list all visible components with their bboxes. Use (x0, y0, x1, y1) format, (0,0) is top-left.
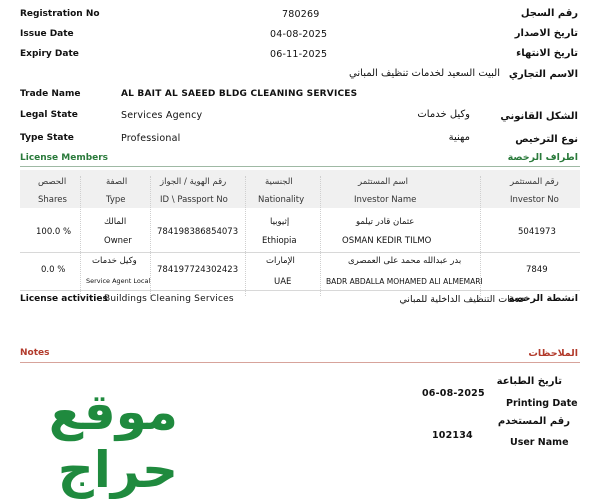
col-shares-en: Shares (38, 195, 67, 205)
col-investor-no-ar: رقم المستثمر (510, 177, 559, 187)
trade-name-label-ar: الاسم التجاري (508, 69, 578, 80)
registration-no-label-ar: رقم السجل (520, 8, 578, 19)
row2-nationality-en: UAE (274, 277, 292, 287)
col-investor-name-en: Investor Name (354, 195, 417, 205)
col-nationality-ar: الجنسية (265, 177, 293, 187)
license-activities-label-ar: انشطة الرخصة (508, 293, 578, 304)
row2-shares: 0.0 % (41, 265, 66, 275)
type-state-label: Type State (20, 133, 74, 143)
registration-no-value: 780269 (282, 9, 320, 20)
haraj-watermark-text: موقع حراج (48, 383, 178, 499)
col-investor-no-en: Investor No (510, 195, 559, 205)
row1-type-ar: المالك (104, 217, 127, 227)
license-activities-value: Buildings Cleaning Services (104, 294, 234, 304)
issue-date-label-ar: تاريخ الاصدار (514, 28, 578, 39)
trade-name-label: Trade Name (20, 89, 81, 99)
expiry-date-label-ar: تاريخ الانتهاء (516, 48, 578, 59)
table-bottom-divider (20, 290, 580, 291)
notes-label-ar: الملاحظات (528, 348, 578, 359)
notes-label: Notes (20, 348, 50, 358)
row2-investor-no: 7849 (526, 265, 548, 275)
license-members-title: License Members (20, 153, 109, 163)
col-shares-ar: الحصص (38, 177, 67, 187)
col-type-en: Type (106, 195, 126, 205)
row1-id-no: 784198386854073 (157, 227, 239, 237)
user-number-value: 102134 (432, 430, 473, 441)
registration-no-label: Registration No (20, 9, 100, 19)
row2-investor-name-en: BADR ABDALLA MOHAMED ALI ALMEMARI (326, 277, 483, 286)
row1-nationality-en: Ethiopia (262, 236, 297, 246)
printing-date-value: 06-08-2025 (422, 388, 485, 399)
col-nationality-en: Nationality (258, 195, 305, 205)
user-number-label-ar: رقم المستخدم (497, 416, 570, 427)
legal-state-value: Services Agency (121, 110, 203, 121)
trade-name-ar-value: البيت السعيد لخدمات تنظيف المباني (349, 68, 500, 79)
expiry-date-label: Expiry Date (20, 49, 79, 59)
row2-investor-name-ar: بدر عبدالله محمد على العمصرى (348, 256, 462, 266)
issue-date-value: 04-08-2025 (270, 29, 328, 40)
col-investor-name-ar: اسم المستثمر (358, 177, 409, 187)
notes-divider (20, 362, 580, 363)
printing-date-label-ar: تاريخ الطباعة (496, 376, 562, 387)
trade-name-value: AL BAIT AL SAEED BLDG CLEANING SERVICES (121, 89, 358, 99)
type-state-label-ar: نوع الترخيص (515, 134, 578, 145)
col-id-en: ID \ Passport No (160, 195, 228, 205)
members-divider (20, 166, 580, 167)
license-activities-value-ar: خدمات التنظيف الداخلية للمباني (399, 294, 526, 305)
col-type-ar: الصفة (106, 177, 128, 187)
row2-id-no: 784197724302423 (157, 265, 239, 275)
haraj-watermark (0, 378, 178, 499)
row1-investor-name-en: OSMAN KEDIR TILMO (342, 236, 432, 246)
expiry-date-value: 06-11-2025 (270, 49, 328, 60)
row1-shares: 100.0 % (36, 227, 72, 237)
row1-nationality-ar: إثيوبيا (270, 217, 290, 227)
col-id-ar: رقم الهوية / الجواز (160, 177, 227, 187)
legal-state-value-ar: وكيل خدمات (417, 109, 470, 120)
column-divider (245, 176, 246, 296)
column-divider (320, 176, 321, 296)
row1-investor-no: 5041973 (518, 227, 556, 237)
printing-date-label: Printing Date (506, 398, 578, 409)
license-members-title-ar: اطراف الرخصة (507, 152, 578, 163)
license-activities-label: License activities (20, 294, 108, 304)
type-state-value: Professional (121, 133, 181, 144)
row1-type-en: Owner (104, 236, 132, 246)
row2-type-en: Service Agent Local (86, 277, 151, 285)
legal-state-label-ar: الشكل القانوني (500, 111, 578, 122)
row-divider (20, 252, 580, 253)
issue-date-label: Issue Date (20, 29, 74, 39)
type-state-value-ar: مهنية (448, 132, 470, 143)
legal-state-label: Legal State (20, 110, 78, 120)
row2-type-ar: وكيل خدمات (92, 256, 137, 266)
row2-nationality-ar: الإمارات (266, 256, 295, 266)
user-name-label: User Name (510, 437, 569, 448)
row1-investor-name-ar: عثمان قادر تيلمو (356, 217, 415, 227)
column-divider (80, 176, 81, 296)
